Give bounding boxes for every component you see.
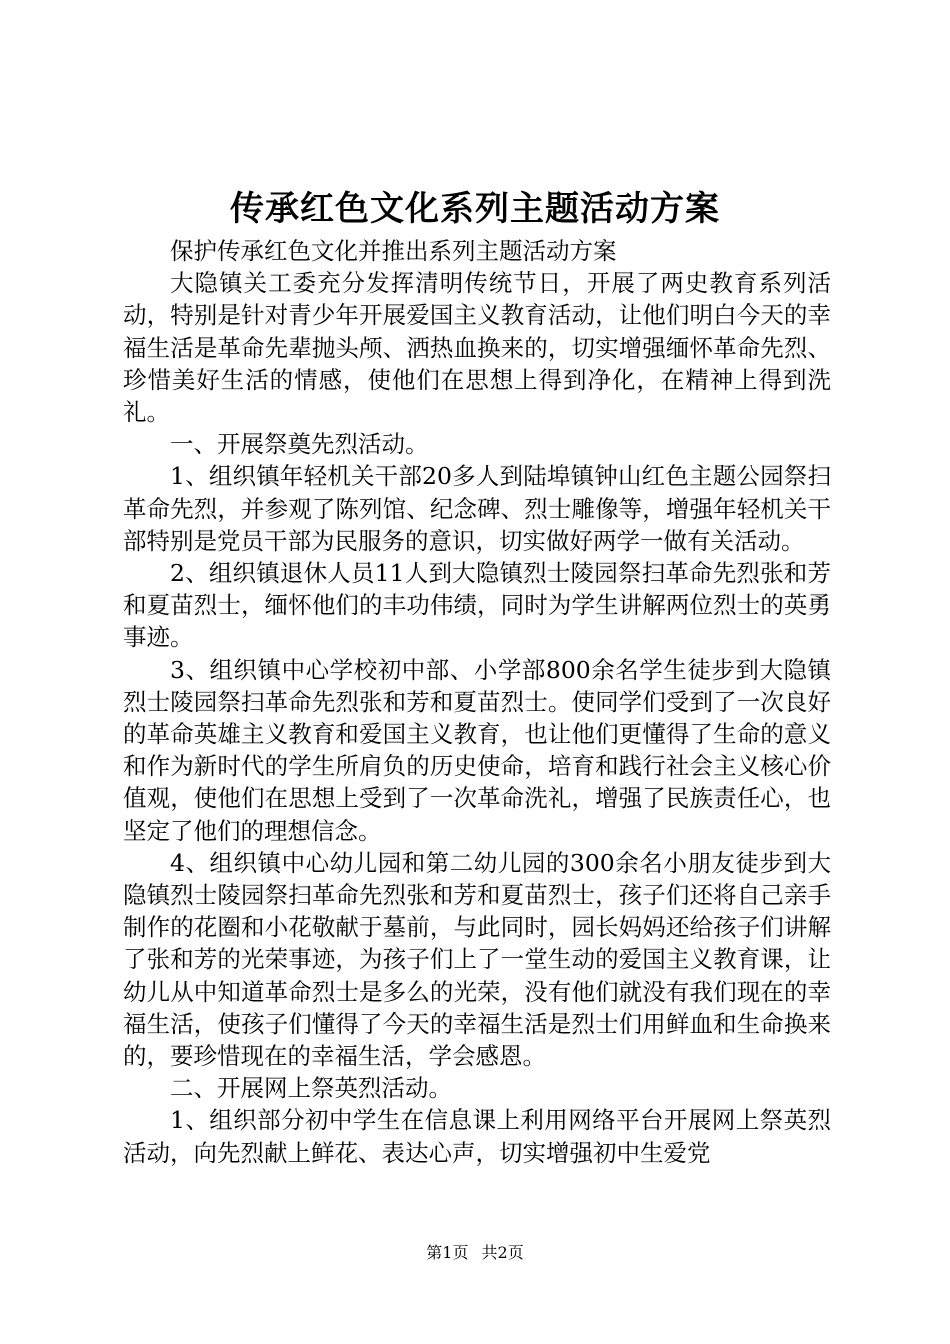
paragraph-item-1-1: 1、组织镇年轻机关干部20多人到陆埠镇钟山红色主题公园祭扫革命先烈，并参观了陈列馆、纪念碑、烈士雕像等，增强年轻机关干部特别是党员干部为民服务的意识，切实做好两学一做有关活动。 <box>123 462 831 555</box>
page-number: 第1页 <box>426 1243 469 1262</box>
paragraph-item-1-3: 3、组织镇中心学校初中部、小学部800余名学生徒步到大隐镇烈士陵园祭扫革命先烈张和芳和夏苗烈士。使同学们受到了一次良好的革命英雄主义教育和爱国主义教育，也让他们更懂得了生命的意义和作为新时代的学生所肩负的历史使命，培育和践行社会主义核心价值观，使他们在思想上受到了一次革命洗礼，增强了民族责任心，也坚定了他们的理想信念。 <box>123 655 831 845</box>
paragraph-item-1-4: 4、组织镇中心幼儿园和第二幼儿园的300余名小朋友徒步到大隐镇烈士陵园祭扫革命先烈张和芳和夏苗烈士，孩子们还将自己亲手制作的花圈和小花敬献于墓前，与此同时，园长妈妈还给孩子们讲解了张和芳的光荣事迹，为孩子们上了一堂生动的爱国主义教育课，让幼儿从中知道革命烈士是多么的光荣，没有他们就没有我们现在的幸福生活，使孩子们懂得了今天的幸福生活是烈士们用鲜血和生命换来的，要珍惜现在的幸福生活，学会感恩。 <box>123 848 831 1071</box>
document-title: 传承红色文化系列主题活动方案 <box>230 189 720 229</box>
section-heading-1: 一、开展祭奠先烈活动。 <box>170 430 429 459</box>
paragraph-item-1-2: 2、组织镇退休人员11人到大隐镇烈士陵园祭扫革命先烈张和芳和夏苗烈士，缅怀他们的丰功伟绩，同时为学生讲解两位烈士的英勇事迹。 <box>123 559 831 652</box>
paragraph-intro: 大隐镇关工委充分发挥清明传统节日，开展了两史教育系列活动，特别是针对青少年开展爱国主义教育活动，让他们明白今天的幸福生活是革命先辈抛头颅、洒热血换来的，切实增强缅怀革命先烈、珍惜美好生活的情感，使他们在思想上得到净化，在精神上得到洗礼。 <box>123 269 831 427</box>
paragraph-item-2-1: 1、组织部分初中学生在信息课上利用网络平台开展网上祭英烈活动，向先烈献上鲜花、表达心声，切实增强初中生爱党 <box>123 1106 831 1167</box>
page-total: 共2页 <box>481 1243 524 1262</box>
section-heading-2: 二、开展网上祭英烈活动。 <box>170 1074 452 1103</box>
document-body <box>123 235 831 1169</box>
page-footer <box>0 1241 950 1265</box>
paragraph-subtitle: 保护传承红色文化并推出系列主题活动方案 <box>170 237 617 265</box>
